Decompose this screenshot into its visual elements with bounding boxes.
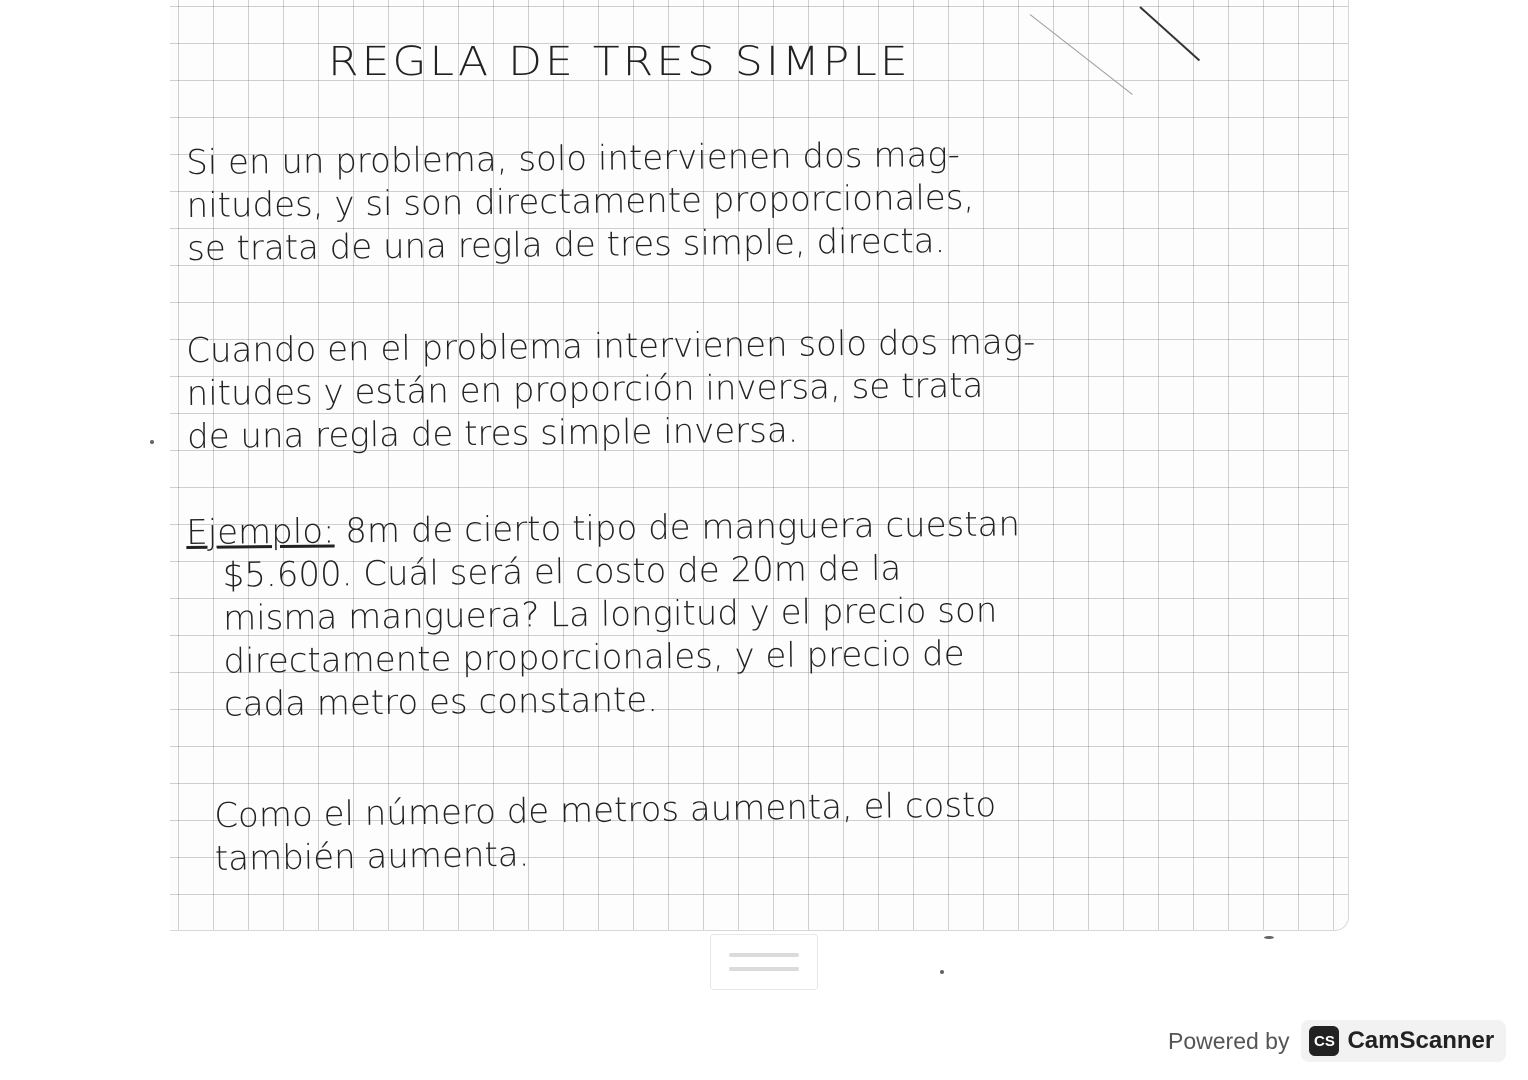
paragraph-direct-rule [186,134,975,271]
faint-stamp [710,934,818,990]
text-line: Cuando en el problema intervienen solo dos mag- [186,322,1036,371]
text-line: $5.600. Cuál será el costo de 20m de la [222,548,902,596]
text-line: cada metro es constante. [223,680,659,725]
paragraph-example [186,503,1022,727]
paragraph-conclusion [214,784,997,881]
paragraph-inverse-rule [186,321,1037,459]
camscanner-watermark [1168,1014,1506,1068]
text-line: Si en un problema, solo intervienen dos mag- [186,134,961,183]
speck [940,970,944,974]
page-title: REGLA DE TRES SIMPLE [328,38,911,85]
speck [1264,936,1274,939]
text-line: Como el número de metros aumenta, el costo [214,785,997,836]
text-line: se trata de una regla de tres simple, directa. [186,221,946,269]
camscanner-name: CamScanner [1347,1027,1495,1054]
camscanner-logo-icon: CS [1309,1026,1339,1056]
powered-by-label: Powered by [1168,1027,1290,1054]
text-line: nitudes, y si son directamente proporcionales, [186,177,975,226]
example-label: Ejemplo: [186,511,335,553]
text-line: misma manguera? La longitud y el precio son [222,590,998,639]
text-line: directamente proporcionales, y el precio de [223,633,965,682]
camscanner-brand [1301,1020,1506,1062]
speck [150,440,154,444]
example-text: 8m de cierto tipo de manguera cuestan [334,504,1021,552]
text-line: nitudes y están en proporción inversa, se trata [186,365,984,414]
text-line: también aumenta. [214,834,530,879]
text-line: de una regla de tres simple inversa. [186,410,799,457]
